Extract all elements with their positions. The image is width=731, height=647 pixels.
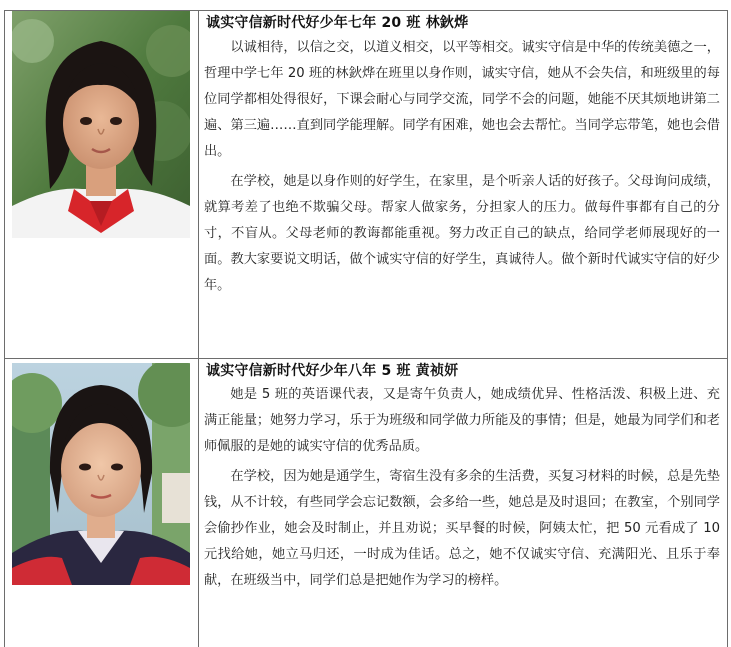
table-border-middle xyxy=(198,10,199,647)
entry-body-1 xyxy=(204,35,720,299)
student-photo-2 xyxy=(12,363,190,585)
entry-1-paragraph-1: 以诚相待，以信之交，以道义相交，以平等相交。诚实守信是中华的传统美德之一，哲理中学七年 20 班的林鈥烨在班里以身作则，诚实守信，她从不会失信，和班级里的每位同学都相处得很好，下课会耐心与同学交流，同学不会的问题，她能不厌其烦地讲第二遍、第三遍……直到同学能理解。同学有困难，她也会去帮忙。当同学忘带笔，她也会借出。 xyxy=(204,40,720,159)
student-photo-1 xyxy=(12,11,190,238)
entry-1-paragraph-2: 在学校，她是以身作则的好学生，在家里，是个听亲人话的好孩子。父母询问成绩，就算考差了也绝不欺骗父母。帮家人做家务，分担家人的压力。做每件事都有自己的分寸，不盲从。父母老师的教诲都能重视。努力改正自己的缺点，给同学老师展现好的一面。教大家要说文明话，做个诚实守信的好学生，真诚待人。做个新时代诚实守信的好少年。 xyxy=(204,174,720,293)
table-row-divider xyxy=(4,358,728,359)
entry-2-paragraph-1: 她是 5 班的英语课代表，又是寄午负责人，她成绩优异、性格活泼、积极上进、充满正能量；她努力学习，乐于为班级和同学做力所能及的事情；但是，她最为同学们和老师佩服的是她的诚实守信的优秀品质。 xyxy=(204,387,720,454)
table-border-right xyxy=(727,10,728,647)
entry-title-1: 诚实守信新时代好少年七年 20 班 林鈥烨 xyxy=(206,15,469,31)
entry-2-paragraph-2: 在学校，因为她是通学生，寄宿生没有多余的生活费，买复习材料的时候，总是先垫钱，从不计较，有些同学会忘记数额，会多给一些，她总是及时退回；在教室，个别同学会偷抄作业，她会及时制止，并且劝说；买早餐的时候，阿姨太忙，把 50 元看成了 10 元找给她，她立马归还，一时成为佳话。总之，她不仅诚实守信、充满阳光、且乐于奉献，在班级当中，同学们总是把她作为学习的榜样。 xyxy=(204,469,720,588)
table-border-left xyxy=(4,10,5,647)
entry-title-2: 诚实守信新时代好少年八年 5 班 黄祯妍 xyxy=(206,363,459,379)
entry-body-2 xyxy=(204,382,720,594)
